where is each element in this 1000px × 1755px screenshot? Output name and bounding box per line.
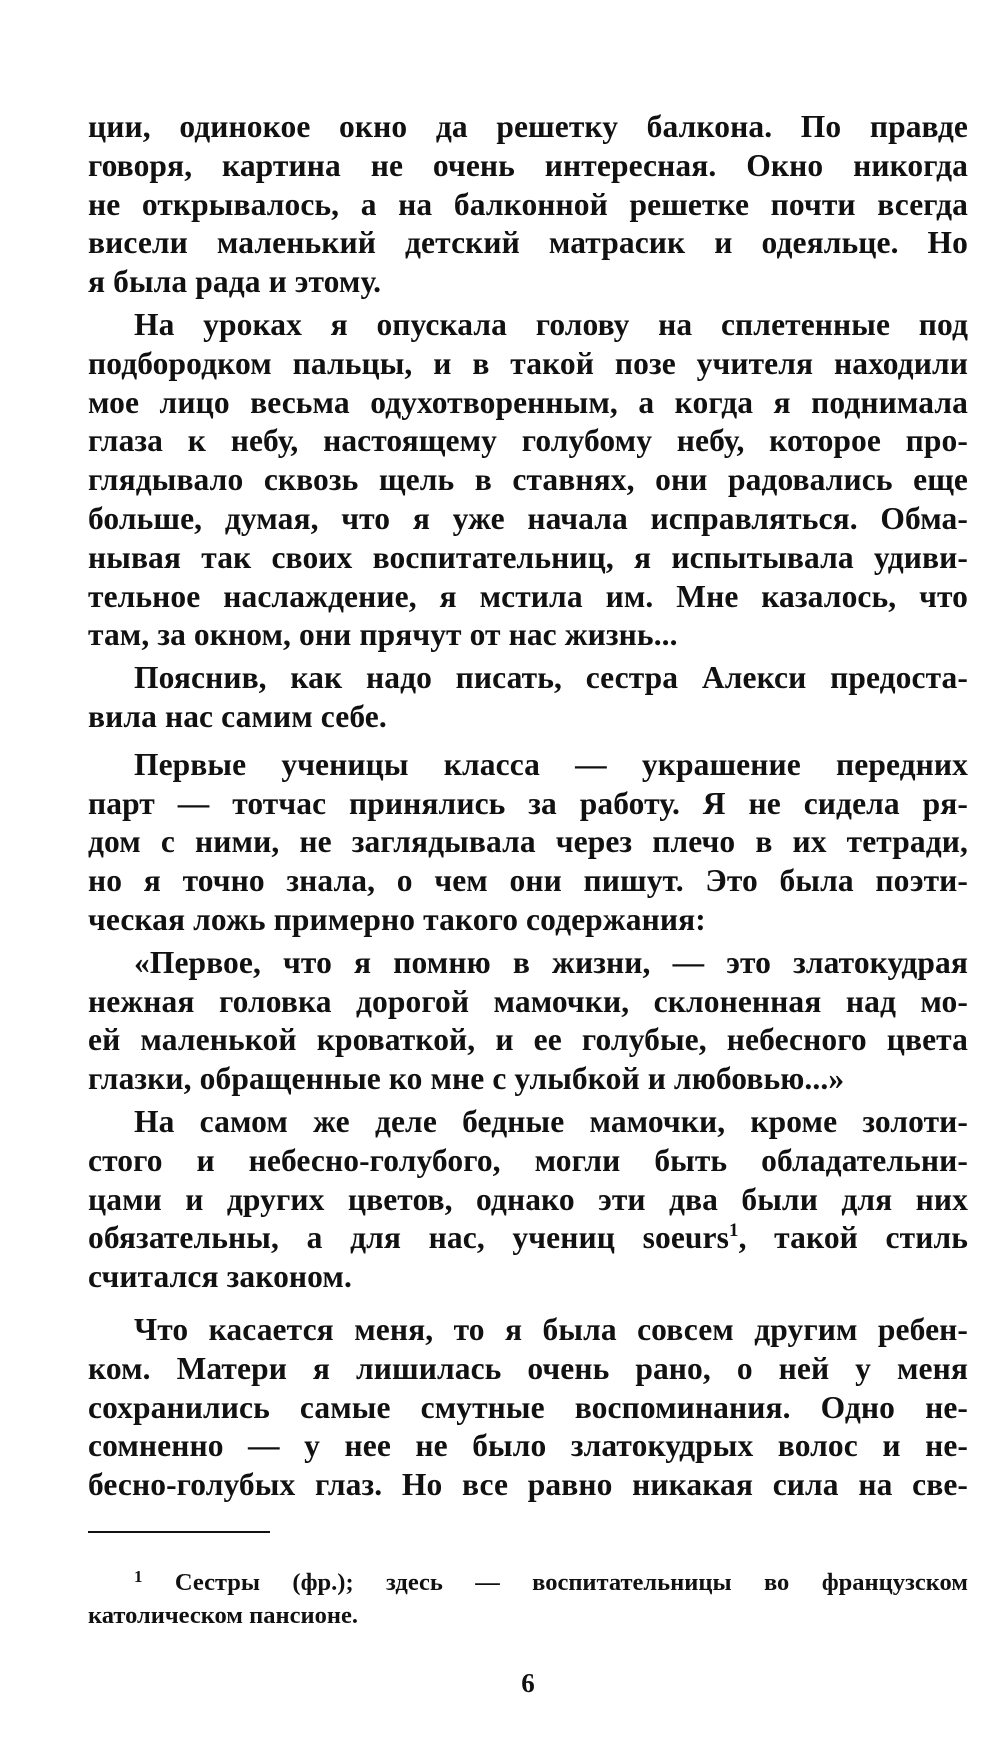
footnote-line <box>88 1566 968 1599</box>
text-line: сохранились самые смутные воспоминания. Одно не- <box>88 1389 968 1425</box>
text-line: ции, одинокое окно да решетку балкона. По правде <box>88 109 968 144</box>
text-line: глазки, обращенные ко мне с улыбкой и любовью...» <box>88 1061 845 1097</box>
text-line: дом с ними, не заглядывала через плечо в их тетради, <box>88 824 968 860</box>
text-line: ком. Матери я лишилась очень рано, о ней у меня <box>88 1350 968 1386</box>
paragraph-6 <box>88 1103 968 1297</box>
text-line: ческая ложь примерно такого содержания: <box>88 901 706 937</box>
footnote-divider <box>88 1531 270 1533</box>
paragraph-7 <box>88 1311 968 1505</box>
text-line: но я точно знала, о чем они пишут. Это была поэти- <box>88 863 968 899</box>
footnote-line: католическом пансионе. <box>88 1602 358 1629</box>
text-line: говоря, картина не очень интересная. Окно никогда <box>88 147 968 183</box>
text-line: глядывало сквозь щель в ставнях, они радовались еще <box>88 462 968 498</box>
text-line: нежная головка дорогой мамочки, склоненная над мо- <box>88 983 968 1019</box>
text-line: больше, думая, что я уже начала исправляться. Обма- <box>88 500 968 536</box>
text-line: вила нас самим себе. <box>88 698 387 734</box>
paragraph-3 <box>88 659 968 737</box>
page-number: 6 <box>521 1668 535 1698</box>
page-body <box>88 108 968 1505</box>
text-line: цами и других цветов, однако эти два были для них <box>88 1181 968 1217</box>
text-line: там, за окном, они прячут от нас жизнь... <box>88 617 678 653</box>
text-fragment: обязательны, а для нас, учениц soeurs <box>88 1220 729 1256</box>
paragraph-2 <box>88 306 968 655</box>
text-line: считался законом. <box>88 1259 352 1295</box>
text-line: Что касается меня, то я была совсем другим ребен- <box>134 1311 968 1347</box>
footnote-number: 1 <box>134 1567 143 1586</box>
text-fragment: , такой стиль <box>738 1220 968 1256</box>
text-line: Первые ученицы класса — украшение передних <box>134 746 968 782</box>
text-line: «Первое, что я помню в жизни, — это златокудрая <box>134 944 968 980</box>
text-line: На уроках я опускала голову на сплетенные под <box>134 306 968 342</box>
footnote-reference[interactable]: 1 <box>728 1220 739 1242</box>
text-line: глаза к небу, настоящему голубому небу, которое про- <box>88 423 968 459</box>
text-line: нывая так своих воспитательниц, я испытывала удиви- <box>88 539 968 575</box>
text-line: подбородком пальцы, и в такой позе учителя находили <box>88 345 968 381</box>
text-line: мое лицо весьма одухотворенным, а когда я поднимала <box>88 384 968 420</box>
text-line: На самом же деле бедные мамочки, кроме золоти- <box>134 1103 968 1139</box>
footnote-text: Сестры (фр.); здесь — воспитательницы во французском <box>142 1569 968 1596</box>
footnote <box>88 1566 968 1632</box>
text-line: тельное наслаждение, я мстила им. Мне казалось, что <box>88 578 968 614</box>
text-line: Пояснив, как надо писать, сестра Алекси предоста- <box>134 660 968 696</box>
text-line: не открывалось, а на балконной решетке почти всегда <box>88 186 968 222</box>
text-line: бесно-голубых глаз. Но все равно никакая сила на све- <box>88 1467 968 1503</box>
text-line: сомненно — у нее не было златокудрых волос и не- <box>88 1428 968 1464</box>
text-line: ей маленькой кроваткой, и ее голубые, небесного цвета <box>88 1022 968 1058</box>
paragraph-5-quote <box>88 944 968 1099</box>
paragraph-4 <box>88 746 968 940</box>
text-line: стого и небесно-голубого, могли быть обладательни- <box>88 1142 968 1178</box>
text-line-with-footnote-ref <box>88 1219 968 1258</box>
text-line: парт — тотчас принялись за работу. Я не сидела ря- <box>88 785 968 821</box>
paragraph-1 <box>88 108 968 302</box>
text-line: висели маленький детский матрасик и одеяльце. Но <box>88 225 968 261</box>
text-line: я была рада и этому. <box>88 264 382 300</box>
